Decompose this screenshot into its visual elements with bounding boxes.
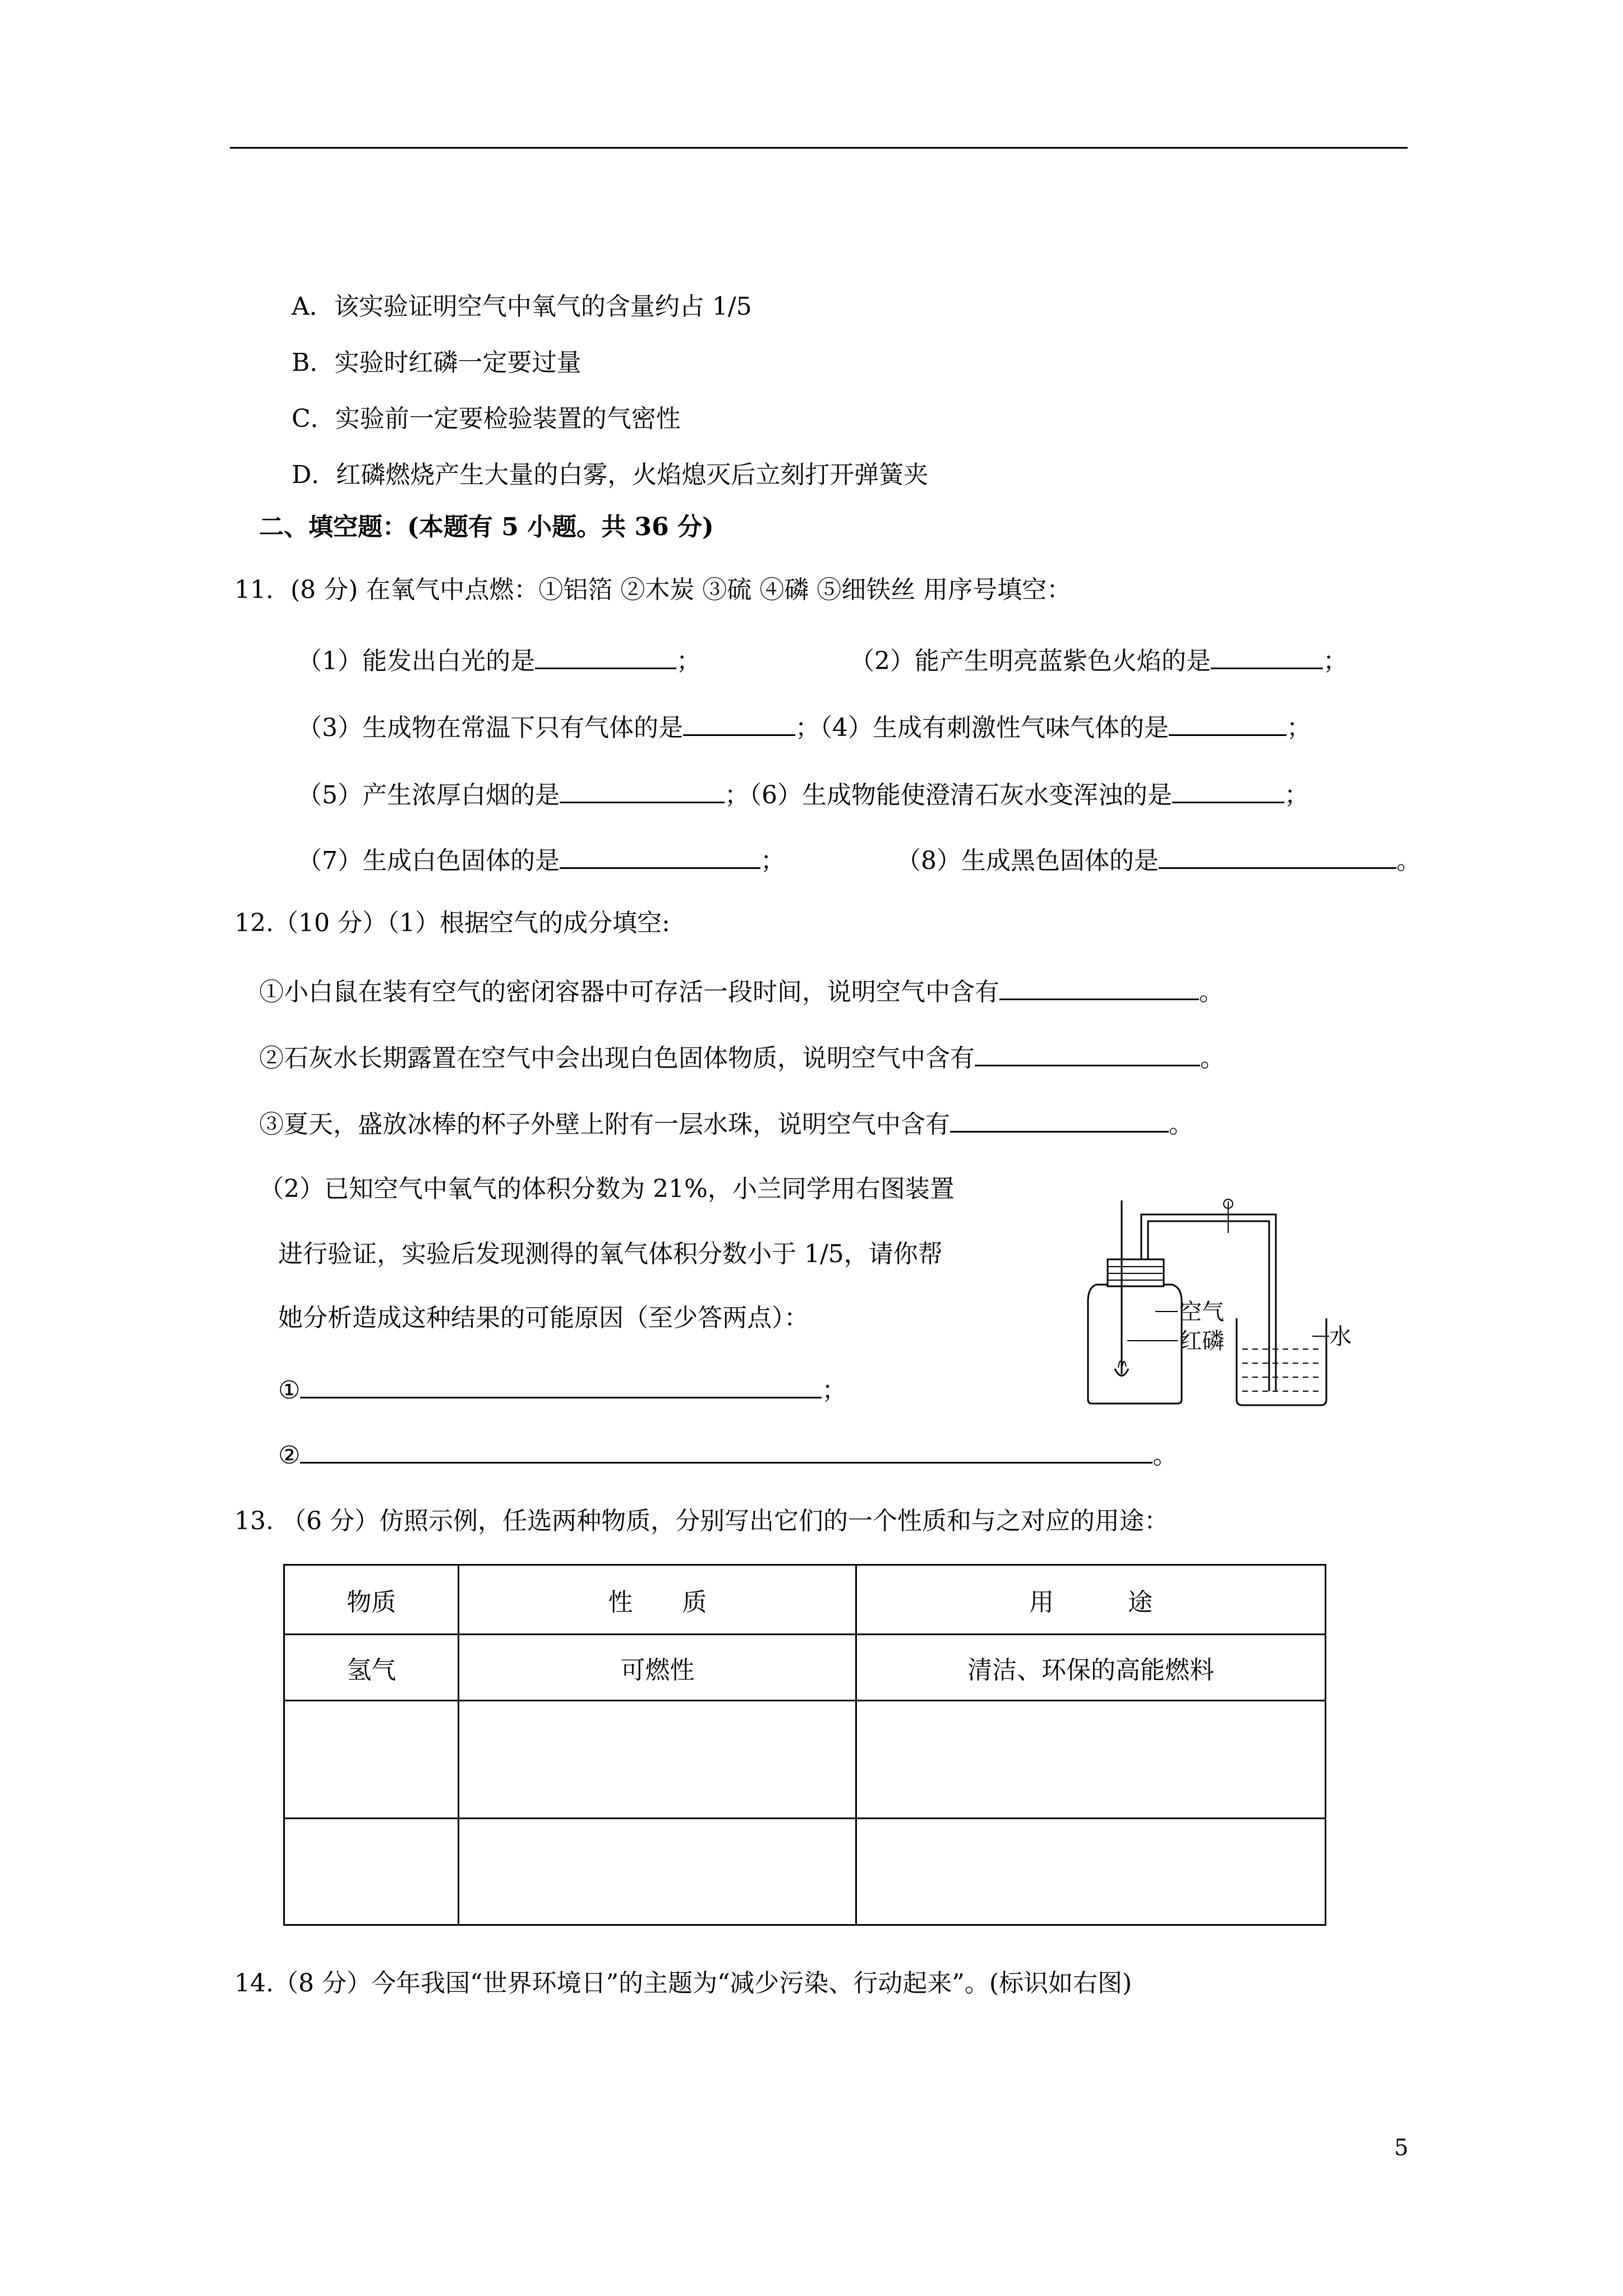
q12-reason-blank-2[interactable] (300, 1437, 1152, 1464)
answer-cell[interactable] (856, 1701, 1326, 1819)
page-number: 5 (1394, 2135, 1409, 2161)
table-row (284, 1819, 1326, 1925)
q11-part2-text: （2）能产生明亮蓝紫色火焰的是 (850, 647, 1211, 675)
q11-part7 (297, 843, 785, 878)
q11-answer-blank-7[interactable] (560, 843, 760, 869)
q12-item1-text: ①小白鼠在装有空气的密闭容器中可存活一段时间，说明空气中含有 (259, 978, 999, 1006)
table-header-row (284, 1565, 1326, 1635)
q11-part2 (850, 643, 1348, 678)
answer-cell[interactable] (459, 1701, 856, 1819)
table-row (284, 1635, 1326, 1701)
q11-sep: ； (760, 846, 785, 875)
q12-answer-blank-1[interactable] (999, 974, 1199, 1000)
q12-item3-text: ③夏天，盛放冰棒的杯子外壁上附有一层水珠，说明空气中含有 (259, 1110, 950, 1139)
answer-cell[interactable] (284, 1701, 459, 1819)
q10-option-b: B．实验时红磷一定要过量 (292, 348, 582, 377)
phosphorus-label: 红磷 (1179, 1328, 1224, 1354)
q12-part2-line3: 她分析造成这种结果的可能原因（至少答两点）： (278, 1304, 809, 1332)
q11-part3 (297, 710, 1311, 745)
q11-part3-text: （3）生成物在常温下只有气体的是 (297, 714, 683, 742)
q12-part2-line1: （2）已知空气中氧气的体积分数为 21%，小兰同学用右图装置 (259, 1175, 955, 1203)
q12-part2-line2: 进行验证，实验后发现测得的氧气体积分数小于 1/5，请你帮 (278, 1240, 943, 1268)
q12-reason2-marker: ② (278, 1441, 301, 1470)
q12-end: 。 (1200, 1044, 1225, 1073)
apparatus-diagram (1066, 1189, 1380, 1414)
q10-option-c: C．实验前一定要检验装置的气密性 (292, 404, 681, 433)
q12-end: 。 (1169, 1110, 1193, 1139)
q12-reason1-marker: ① (278, 1376, 301, 1405)
q11-part5 (297, 777, 1309, 812)
header-property: 性 质 (459, 1565, 856, 1635)
q11-sep: ； (676, 647, 701, 675)
example-use: 清洁、环保的高能燃料 (856, 1635, 1326, 1701)
q11-stem: 11．(8 分) 在氧气中点燃：①铝箔 ②木炭 ③硫 ④磷 ⑤细铁丝 用序号填空： (234, 576, 1072, 604)
section-2-heading: 二、填空题：(本题有 5 小题。共 36 分) (259, 513, 714, 541)
q11-part5-text: （5）产生浓厚白烟的是 (297, 781, 560, 809)
q11-answer-blank-4[interactable] (1169, 710, 1287, 736)
q12-end: 。 (1199, 978, 1224, 1006)
q12-reason2 (278, 1437, 1177, 1473)
q11-part4-text: （4）生成有刺激性气味气体的是 (820, 714, 1169, 742)
answer-cell[interactable] (856, 1819, 1326, 1925)
q10-option-d: D．红磷燃烧产生大量的白雾，火焰熄灭后立刻打开弹簧夹 (292, 461, 929, 489)
water-label: 水 (1329, 1324, 1352, 1350)
header-use: 用 途 (856, 1565, 1326, 1635)
answer-cell[interactable] (459, 1819, 856, 1925)
q12-item3 (259, 1106, 1193, 1142)
table-row (284, 1701, 1326, 1819)
q10-option-a: A．该实验证明空气中氧气的含量约占 1/5 (292, 292, 752, 321)
q11-answer-blank-8[interactable] (1159, 843, 1396, 869)
q12-stem: 12.（10 分）（1）根据空气的成分填空: (234, 909, 670, 937)
q12-end: 。 (1152, 1441, 1178, 1470)
q12-reason-blank-1[interactable] (300, 1372, 822, 1398)
q11-answer-blank-2[interactable] (1211, 643, 1323, 669)
q11-part1 (297, 643, 701, 678)
q11-answer-blank-3[interactable] (683, 710, 795, 736)
q12-sep: ； (822, 1376, 847, 1405)
beaker (1237, 1318, 1326, 1405)
q12-item2 (259, 1040, 1225, 1075)
q11-end: 。 (1396, 846, 1421, 875)
q11-answer-blank-6[interactable] (1172, 777, 1284, 803)
gas-jar (1088, 1285, 1182, 1404)
q11-part1-text: （1）能发出白光的是 (297, 647, 535, 675)
example-property: 可燃性 (459, 1635, 856, 1701)
q11-answer-blank-1[interactable] (535, 643, 676, 669)
air-label: 空气 (1179, 1299, 1224, 1325)
q11-sep: ； (725, 781, 749, 809)
q11-part8 (896, 843, 1421, 878)
q11-sep: ； (1284, 781, 1309, 809)
q12-answer-blank-3[interactable] (950, 1106, 1169, 1133)
q11-part8-text: （8）生成黑色固体的是 (896, 846, 1159, 875)
q12-reason1 (278, 1372, 846, 1407)
header-rule (230, 147, 1408, 149)
q11-part7-text: （7）生成白色固体的是 (297, 846, 560, 875)
q11-sep: ； (1287, 714, 1311, 742)
q11-part6-text: （6）生成物能使澄清石灰水变浑浊的是 (749, 781, 1172, 809)
header-substance: 物质 (284, 1565, 459, 1635)
q12-item1 (259, 974, 1224, 1009)
q13-stem: 13. （6 分）仿照示例，任选两种物质，分别写出它们的一个性质和与之对应的用途： (234, 1507, 1169, 1535)
q11-sep: ； (1323, 647, 1348, 675)
q14-stem: 14.（8 分）今年我国“世界环境日”的主题为“减少污染、行动起来”。(标识如右图) (234, 1969, 1132, 1998)
properties-table (283, 1564, 1326, 1926)
q12-item2-text: ②石灰水长期露置在空气中会出现白色固体物质，说明空气中含有 (259, 1044, 975, 1073)
q11-answer-blank-5[interactable] (560, 777, 725, 803)
q11-sep: ； (795, 714, 820, 742)
answer-cell[interactable] (284, 1819, 459, 1925)
example-substance: 氢气 (284, 1635, 459, 1701)
q12-answer-blank-2[interactable] (975, 1040, 1200, 1066)
